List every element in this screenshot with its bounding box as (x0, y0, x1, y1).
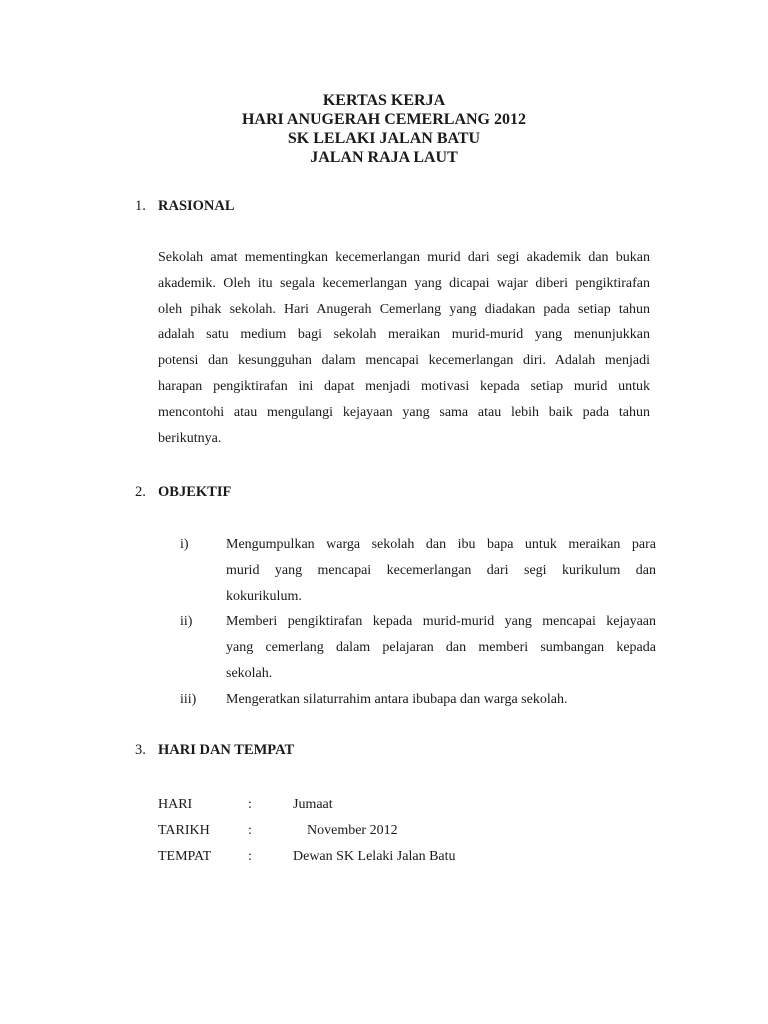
detail-row-hari (158, 792, 558, 818)
list-item-line: murid yang mencapai kecemerlangan dari segi kurikulum dan (226, 562, 656, 578)
section-number: 2. (135, 484, 146, 500)
objective-list (180, 532, 656, 713)
section-number: 3. (135, 742, 146, 758)
paragraph-line: potensi dan kesungguhan dalam mencapai kecemerlangan diri. Adalah menjadi (158, 353, 650, 369)
list-item-line: Mengeratkan silaturrahim antara ibubapa dan warga sekolah. (226, 691, 568, 707)
list-item-text (226, 609, 656, 686)
title-line-2: HARI ANUGERAH CEMERLANG 2012 (241, 111, 526, 128)
detail-row-tarikh (158, 818, 558, 844)
detail-colon: : (248, 849, 252, 864)
list-item (180, 687, 656, 713)
list-item-number: iii) (180, 691, 197, 707)
section-heading-text: OBJEKTIF (158, 484, 232, 500)
paragraph-line: oleh pihak sekolah. Hari Anugerah Cemerlang yang diadakan pada setiap tahun (158, 301, 650, 317)
detail-colon: : (248, 797, 252, 812)
detail-label: TEMPAT (158, 849, 212, 864)
list-item (180, 609, 656, 686)
section-heading-rasional (135, 198, 235, 215)
title-line-3: SK LELAKI JALAN BATU (287, 130, 481, 147)
list-item-text (226, 532, 656, 609)
paragraph-line: mencontohi atau mengulangi kejayaan yang sama atau lebih baik pada tahun (158, 404, 650, 420)
list-item (180, 532, 656, 609)
detail-colon: : (248, 823, 252, 838)
rasional-paragraph (158, 245, 650, 451)
document-title (0, 91, 768, 167)
detail-value: November 2012 (293, 823, 398, 838)
list-item-number: i) (180, 537, 189, 552)
paragraph-line: Sekolah amat mementingkan kecemerlangan murid dari segi akademik dan bukan (158, 250, 650, 265)
detail-label: TARIKH (158, 823, 210, 838)
detail-row-tempat (158, 844, 558, 870)
list-item-line: kokurikulum. (226, 588, 302, 604)
section-heading-objektif (135, 484, 231, 501)
event-details (158, 792, 558, 870)
section-heading-hari-dan-tempat (135, 742, 294, 759)
list-item-text (226, 687, 656, 713)
section-heading-text: RASIONAL (158, 198, 235, 214)
paragraph-line: harapan pengiktirafan ini dapat menjadi motivasi kepada setiap murid untuk (158, 378, 650, 394)
list-item-line: yang cemerlang dalam pelajaran dan memberi sumbangan kepada (226, 640, 656, 656)
section-number: 1. (135, 198, 146, 214)
section-heading-text: HARI DAN TEMPAT (158, 742, 295, 758)
list-item-line: sekolah. (226, 665, 273, 681)
list-item-line: Memberi pengiktirafan kepada murid-murid yang mencapai kejayaan (226, 614, 656, 630)
paragraph-line: akademik. Oleh itu segala kecemerlangan yang dicapai wajar diberi pengiktirafan (158, 275, 650, 291)
detail-value: Jumaat (293, 797, 333, 812)
title-line-4: JALAN RAJA LAUT (310, 149, 458, 166)
detail-value: Dewan SK Lelaki Jalan Batu (293, 849, 456, 864)
paragraph-line: adalah satu medium bagi sekolah meraikan murid-murid yang menunjukkan (158, 327, 650, 343)
paragraph-line: berikutnya. (158, 430, 222, 446)
detail-label: HARI (158, 797, 193, 812)
title-line-1: KERTAS KERJA (322, 92, 446, 109)
list-item-line: Mengumpulkan warga sekolah dan ibu bapa untuk meraikan para (226, 537, 656, 552)
list-item-number: ii) (180, 614, 193, 630)
